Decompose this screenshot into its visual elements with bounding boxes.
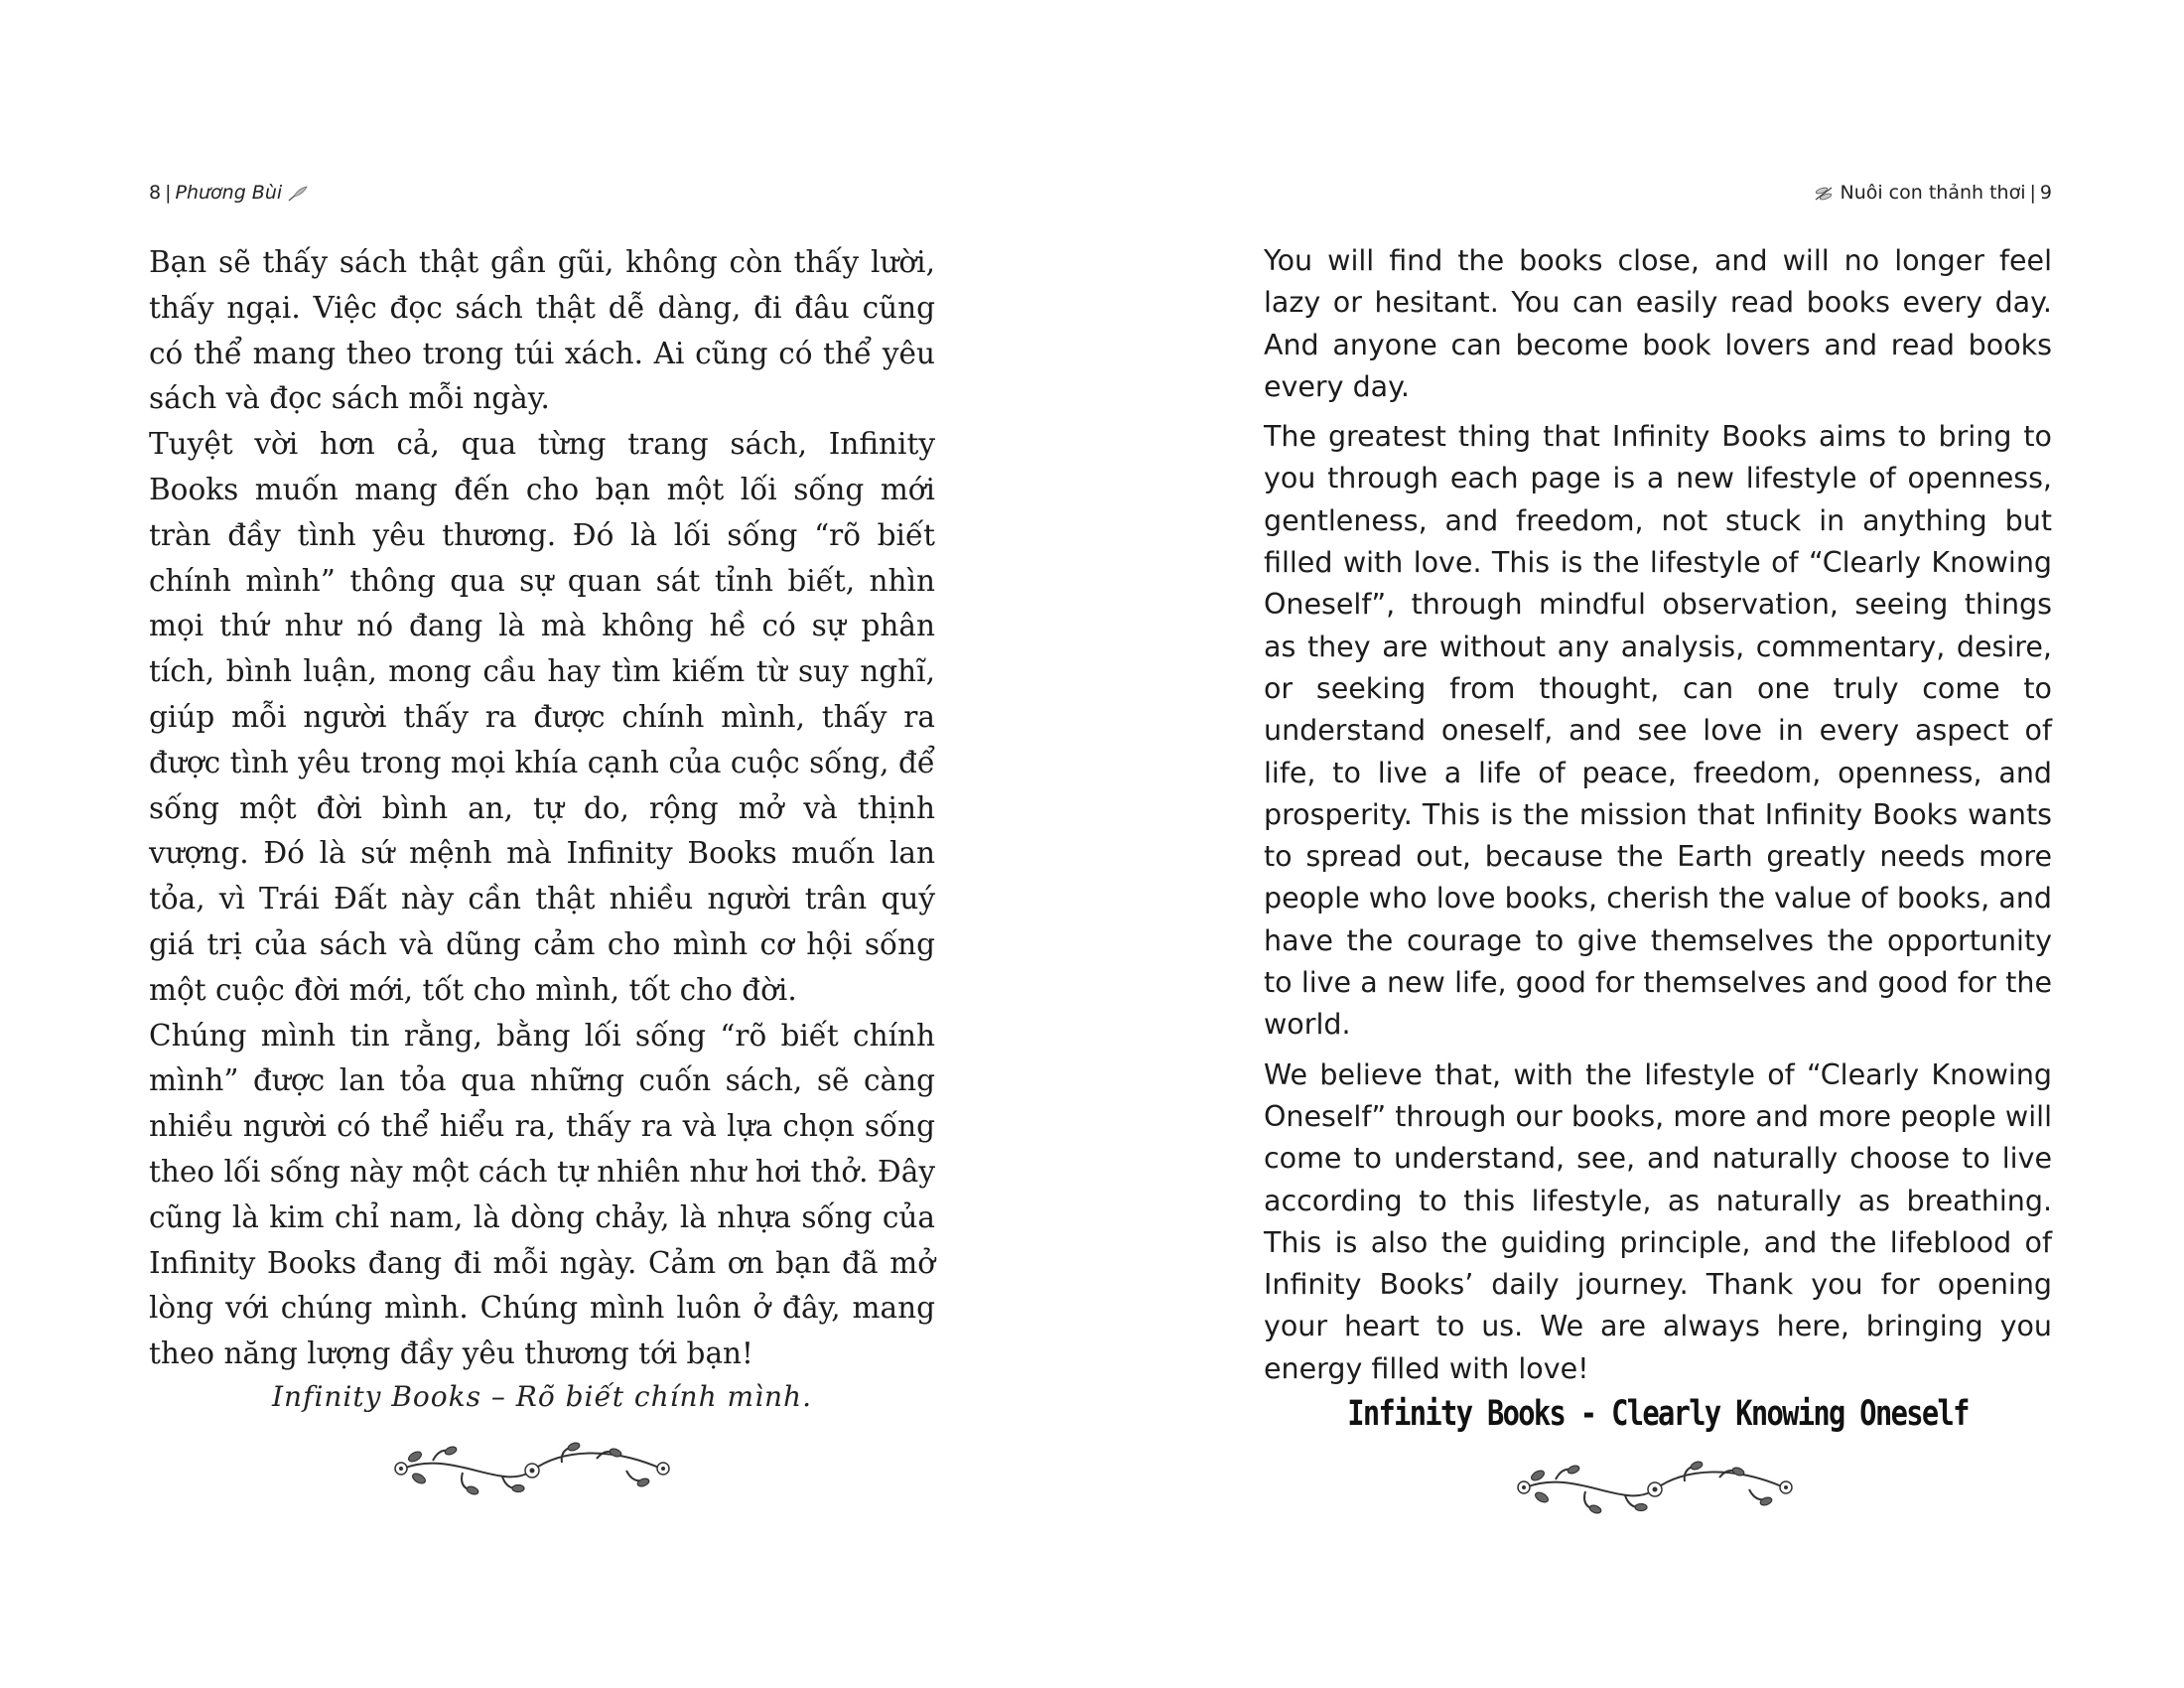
right-page-number: 9 — [2039, 182, 2052, 204]
left-paragraph-3: Chúng mình tin rằng, bằng lối sống “rõ biết chính mình” được lan tỏa qua những cuốn sách, sẽ càng nhiều người có thể hiểu ra, thấy ra và lựa chọn sống theo lối sống này một cách tự nhiên như hơi thở. Đây cũng là kim chỉ nam, là dòng chảy, là nhựa sống của Infinity Books đang đi mỗi ngày. Cảm ơn bạn đã mở lòng với chúng mình. Chúng mình luôn ở đây, mang theo năng lượng đầy yêu thương tới bạn! — [149, 1018, 935, 1371]
right-page — [1092, 0, 2184, 1688]
left-paragraph-1: Bạn sẽ thấy sách thật gần gũi, không còn thấy lười, thấy ngại. Việc đọc sách thật dễ dàng, đi đâu cũng có thể mang theo trong túi xách. Ai cũng có thể yêu sách và đọc sách mỗi ngày. — [149, 245, 935, 416]
book-title: Nuôi con thảnh thơi — [1840, 182, 2026, 204]
quill-icon — [288, 186, 308, 202]
right-running-head — [1814, 182, 2052, 204]
right-paragraph-2: The greatest thing that Infinity Books aims to bring to you through each page is a new lifestyle of openness, gentleness, and freedom, not stuck in anything but filled with love. This is the lifestyle of “Clearly Knowing Oneself”, through mindful observation, seeing things as they are without any analysis, commentary, desire, or seeking from thought, can one truly come to understand oneself, and see love in every aspect of life, to live a life of peace, freedom, openness, and prosperity. This is the mission that Infinity Books wants to spread out, because the Earth greatly needs more people who love books, cherish the value of books, and have the courage to give themselves the opportunity to live a new life, good for themselves and good for the world. — [1264, 420, 2052, 1042]
floral-flourish-icon — [393, 1433, 671, 1504]
left-body-text — [149, 240, 935, 1377]
right-body-text — [1264, 240, 2052, 1398]
left-page-number: 8 — [149, 182, 162, 204]
dragonfly-icon — [1814, 186, 1834, 202]
floral-flourish-icon-right — [1516, 1452, 1794, 1523]
left-paragraph-2: Tuyệt vời hơn cả, qua từng trang sách, Infinity Books muốn mang đến cho bạn một lối sống mới tràn đầy tình yêu thương. Đó là lối sống “rõ biết chính mình” thông qua sự quan sát tỉnh biết, nhìn mọi thứ như nó đang là mà không hề có sự phân tích, bình luận, mong cầu hay tìm kiếm từ suy nghĩ, giúp mỗi người thấy ra được chính mình, thấy ra được tình yêu trong mọi khía cạnh của cuộc sống, để sống một đời bình an, tự do, rộng mở và thịnh vượng. Đó là sứ mệnh mà Infinity Books muốn lan tỏa, vì Trái Đất này cần thật nhiều người trân quý giá trị của sách và dũng cảm cho mình cơ hội sống một cuộc đời mới, tốt cho mình, tốt cho đời. — [149, 427, 935, 1007]
right-signature: Infinity Books - Clearly Knowing Oneself — [1347, 1394, 1969, 1434]
left-running-head — [149, 182, 308, 204]
right-paragraph-3: We believe that, with the lifestyle of “Clearly Knowing Oneself” through our books, more and more people will come to understand, see, and naturally choose to live according to this lifestyle, as naturally as breathing. This is also the guiding principle, and the lifeblood of Infinity Books’ daily journey. Thank you for opening your heart to us. We are always here, bringing you energy filled with love! — [1264, 1057, 2052, 1385]
right-paragraph-1: You will find the books close, and will no longer feel lazy or hesitant. You can easily read books every day. And anyone can become book lovers and read books every day. — [1264, 244, 2052, 403]
left-signature: Infinity Books – Rõ biết chính mình. — [271, 1380, 812, 1413]
right-header-separator: | — [2029, 182, 2036, 204]
left-header-separator: | — [165, 182, 172, 204]
author-name: Phương Bùi — [175, 182, 283, 204]
